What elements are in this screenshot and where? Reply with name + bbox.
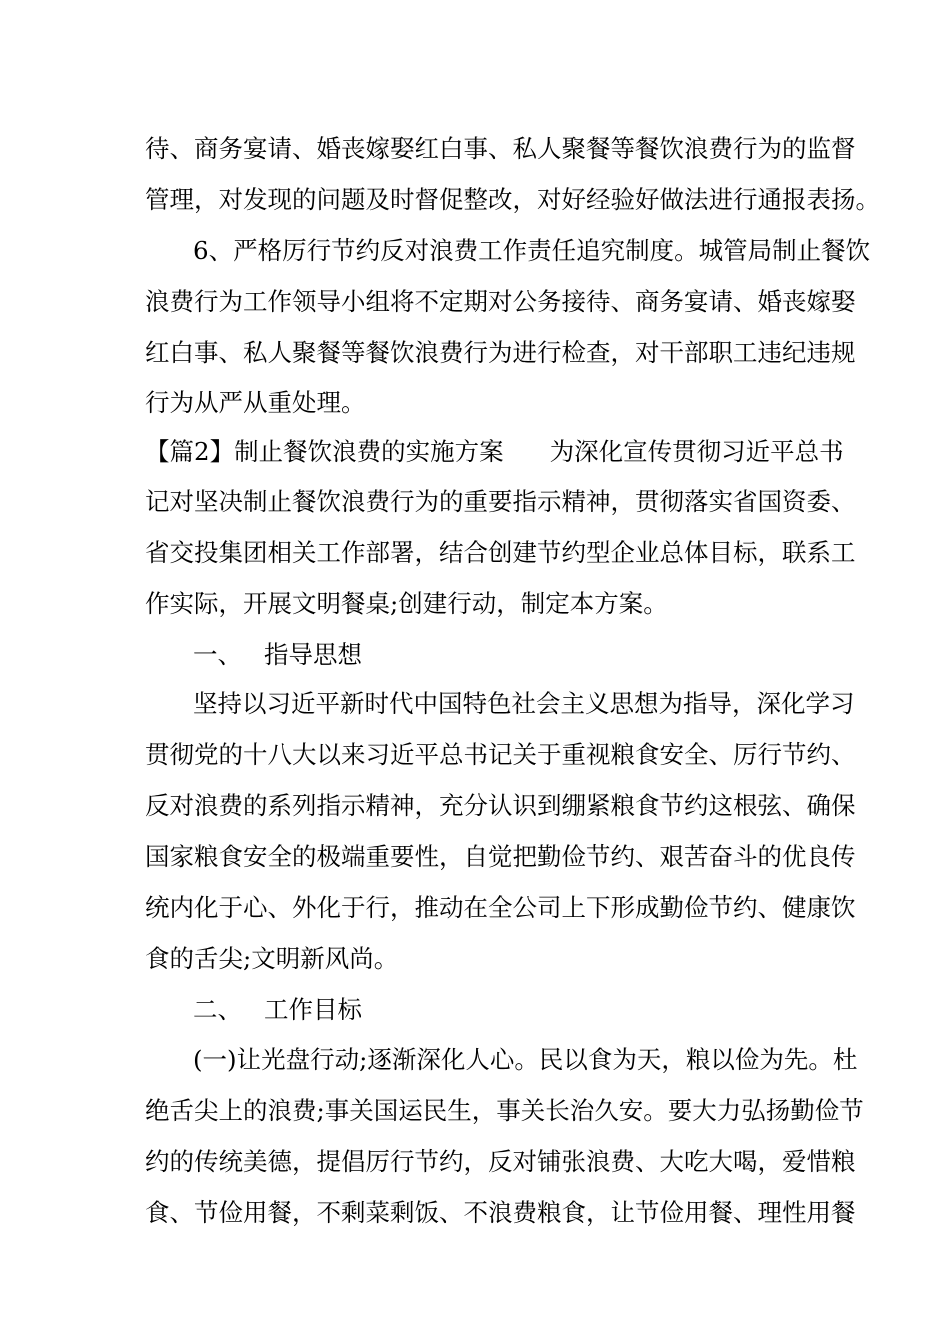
section-heading-line bbox=[145, 436, 844, 468]
text-line: 红白事、私人聚餐等餐饮浪费行为进行检查，对干部职工违纪违规 bbox=[145, 338, 856, 367]
text-line: 约的传统美德，提倡厉行节约，反对铺张浪费、大吃大喝，爱惜粮 bbox=[145, 1147, 856, 1176]
text-line: 记对坚决制止餐饮浪费行为的重要指示精神，贯彻落实省国资委、 bbox=[145, 487, 856, 516]
heading-number: 一、 bbox=[193, 640, 242, 669]
text-line: 待、商务宴请、婚丧嫁娶红白事、私人聚餐等餐饮浪费行为的监督 bbox=[145, 134, 856, 163]
text-line: 省交投集团相关工作部署，结合创建节约型企业总体目标，联系工 bbox=[145, 538, 856, 567]
section-title: 【篇2】制止餐饮浪费的实施方案 bbox=[145, 437, 504, 466]
text-line: 6、严格厉行节约反对浪费工作责任追究制度。城管局制止餐饮 bbox=[193, 236, 871, 265]
heading-number: 二、 bbox=[193, 995, 242, 1024]
heading-guiding-ideology bbox=[193, 639, 815, 671]
text-line: 贯彻党的十八大以来习近平总书记关于重视粮食安全、厉行节约、 bbox=[145, 740, 856, 769]
text-line: 国家粮食安全的极端重要性，自觉把勤俭节约、艰苦奋斗的优良传 bbox=[145, 842, 856, 871]
text-line: 食、节俭用餐，不剩菜剩饭、不浪费粮食，让节俭用餐、理性用餐 bbox=[145, 1198, 856, 1227]
heading-text: 指导思想 bbox=[264, 640, 362, 669]
text-line: 绝舌尖上的浪费;事关国运民生，事关长治久安。要大力弘扬勤俭节 bbox=[145, 1096, 864, 1125]
text-line: 坚持以习近平新时代中国特色社会主义思想为指导，深化学习 bbox=[193, 689, 855, 718]
text-line: 管理，对发现的问题及时督促整改，对好经验好做法进行通报表扬。 bbox=[145, 185, 880, 214]
text-line: (一)让光盘行动;逐渐深化人心。民以食为天，粮以俭为先。杜 bbox=[193, 1045, 858, 1074]
text-line: 浪费行为工作领导小组将不定期对公务接待、商务宴请、婚丧嫁娶 bbox=[145, 287, 856, 316]
heading-text: 工作目标 bbox=[264, 995, 362, 1024]
text-line: 食的舌尖;文明新风尚。 bbox=[145, 944, 399, 973]
heading-work-goals bbox=[193, 994, 815, 1026]
text-line: 反对浪费的系列指示精神，充分认识到绷紧粮食节约这根弦、确保 bbox=[145, 791, 856, 820]
text-line: 统内化于心、外化于行，推动在全公司上下形成勤俭节约、健康饮 bbox=[145, 893, 856, 922]
text-line: 行为从严从重处理。 bbox=[145, 388, 366, 417]
text-line: 作实际，开展文明餐桌;创建行动，制定本方案。 bbox=[145, 589, 668, 618]
text-line: 为深化宣传贯彻习近平总书 bbox=[549, 437, 844, 466]
